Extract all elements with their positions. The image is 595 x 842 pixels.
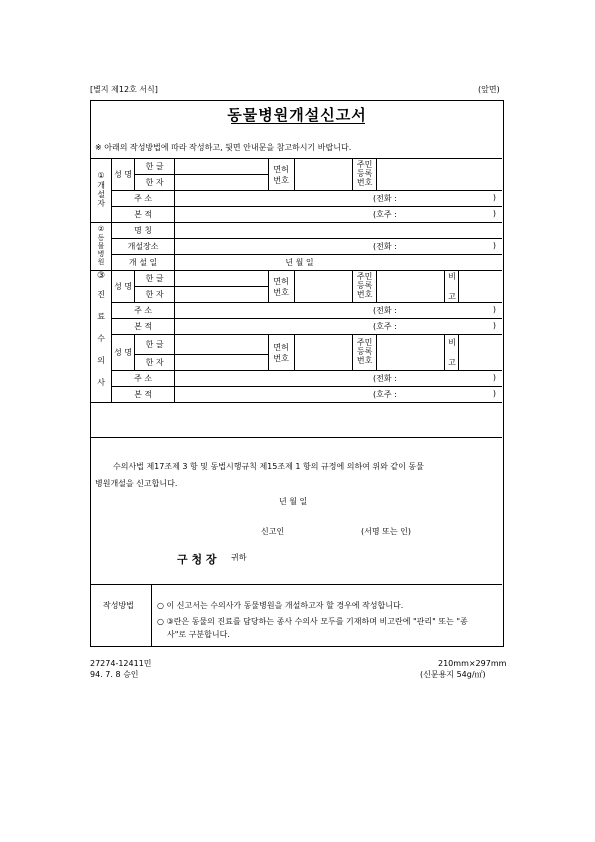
method-item-2-cont: 사"로 구분합니다.: [167, 630, 230, 639]
name-label: 성 명: [112, 159, 135, 191]
vet1-resident-field[interactable]: [377, 271, 445, 303]
declaration-text-1: 수의사법 제17조제 3 항 및 동법시행규칙 제15조제 1 항의 규정에 의하여 위와 같이 동물: [113, 462, 424, 471]
vet2-license-field[interactable]: [294, 335, 353, 371]
vet2-domicile-field[interactable]: (호주 : ): [174, 387, 502, 403]
license-label: 면허 번호: [268, 271, 294, 303]
owner-address-field[interactable]: (전화 : ): [174, 191, 502, 207]
method-section: [91, 584, 502, 646]
section-vets: ③ 진료수의사: [91, 271, 112, 403]
hangul-label: 한 글: [135, 271, 175, 287]
recipient: 구 청 장: [177, 553, 217, 566]
vet2-name-hanja-field[interactable]: [174, 355, 268, 371]
recipient-honorific: 귀하: [231, 553, 247, 562]
vet2-address-field[interactable]: (전화 : ): [174, 371, 502, 387]
vet1-remark-field[interactable]: [459, 271, 502, 303]
hanja-label: 한 자: [135, 355, 175, 371]
method-item-2: ○ ③란은 동물의 진료를 담당하는 종사 수의사 모두를 기재하며 비고란에 "관리" 또는 "종: [157, 617, 468, 626]
section-hospital: ②동물병원: [91, 223, 112, 271]
method-divider: [151, 585, 152, 646]
resident-label: 주민 등록 번호: [353, 271, 377, 303]
vet2-resident-field[interactable]: [377, 335, 445, 371]
declaration-date[interactable]: 년 월 일: [279, 497, 308, 506]
vet1-name-hangul-field[interactable]: [174, 271, 268, 287]
name-label: 성 명: [112, 335, 135, 371]
signature-field[interactable]: (서명 또는 인): [361, 527, 411, 536]
declaration-text-2: 병원개설을 신고합니다.: [95, 479, 178, 488]
hospital-location-field[interactable]: (전화 : ): [174, 239, 502, 255]
remark-label: 비 고: [445, 335, 459, 371]
hangul-label: 한 글: [135, 335, 175, 355]
hospital-name-field[interactable]: [174, 223, 502, 239]
remark-label: 비 고: [445, 271, 459, 303]
hospital-name-label: 명 칭: [112, 223, 175, 239]
owner-domicile-field[interactable]: (호주 : ): [174, 207, 502, 223]
approval-date: 94. 7. 8 승인: [90, 670, 139, 679]
hanja-label: 한 자: [135, 287, 175, 303]
vet2-name-hangul-field[interactable]: [174, 335, 268, 355]
address-label: 주 소: [112, 371, 175, 387]
section-owner: ①개설자: [91, 159, 112, 223]
vet1-license-field[interactable]: [294, 271, 353, 303]
reporter-label: 신고인: [261, 527, 285, 536]
owner-resident-field[interactable]: [377, 159, 502, 191]
name-label: 성 명: [112, 271, 135, 303]
address-label: 주 소: [112, 303, 175, 319]
domicile-label: 본 적: [112, 319, 175, 335]
form-number: [별지 제12호 서식]: [90, 85, 158, 94]
hanja-label: 한 자: [135, 175, 175, 191]
declaration-section: [91, 437, 502, 585]
method-label: 작성방법: [103, 601, 134, 610]
owner-license-field[interactable]: [294, 159, 353, 191]
open-date-label: 개 설 일: [112, 255, 175, 271]
open-date-field[interactable]: 년 월 일: [174, 255, 502, 271]
resident-label: 주민 등록 번호: [353, 335, 377, 371]
location-label: 개설장소: [112, 239, 175, 255]
owner-name-hanja-field[interactable]: [174, 175, 268, 191]
vet1-address-field[interactable]: (전화 : ): [174, 303, 502, 319]
vet2-remark-field[interactable]: [459, 335, 502, 371]
address-label: 주 소: [112, 191, 175, 207]
hangul-label: 한 글: [135, 159, 175, 175]
domicile-label: 본 적: [112, 207, 175, 223]
paper-size: 210mm×297mm: [438, 659, 507, 668]
resident-label: 주민 등록 번호: [353, 159, 377, 191]
vet1-name-hanja-field[interactable]: [174, 287, 268, 303]
domicile-label: 본 적: [112, 387, 175, 403]
owner-name-hangul-field[interactable]: [174, 159, 268, 175]
license-label: 면허 번호: [268, 159, 294, 191]
method-item-1: ○ 이 신고서는 수의사가 동물병원을 개설하고자 할 경우에 작성합니다.: [157, 601, 404, 610]
page-side: (앞면): [478, 85, 500, 94]
report-form: [90, 100, 504, 647]
vet1-domicile-field[interactable]: (호주 : ): [174, 319, 502, 335]
title-underline: [231, 123, 365, 124]
instruction-note: ※ 아래의 작성방법에 따라 작성하고, 뒷면 안내문을 참고하시기 바랍니다.: [95, 143, 352, 152]
form-code: 27274-12411민: [90, 659, 152, 668]
license-label: 면허 번호: [268, 335, 294, 371]
form-title: 동물병원개설신고서: [227, 106, 367, 124]
paper-type: (신문용지 54g/㎡): [420, 670, 486, 679]
form-grid: [91, 158, 502, 403]
